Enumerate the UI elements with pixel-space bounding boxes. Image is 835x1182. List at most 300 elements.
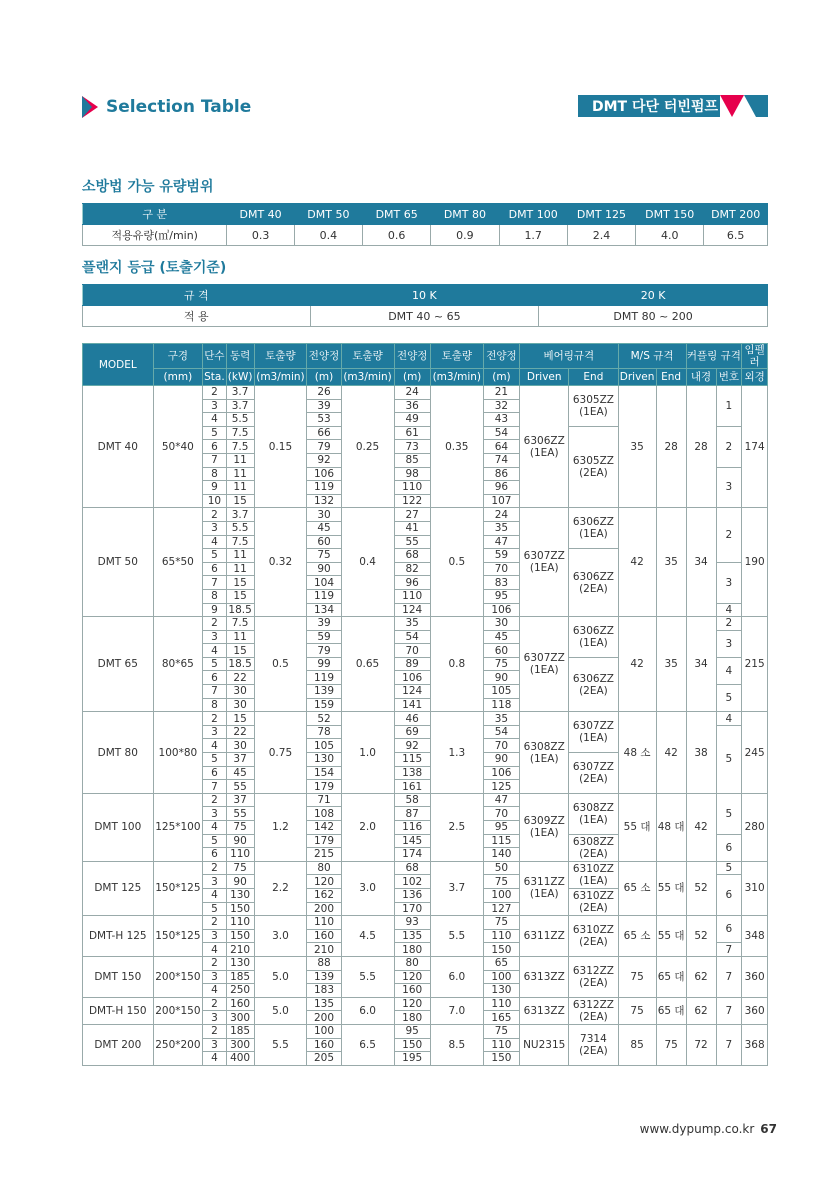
header-cell: 베어링규격 (520, 344, 618, 369)
head-cell: 195 (394, 1052, 430, 1066)
coupling-no-cell: 2 (716, 426, 742, 467)
ms-end-cell: 35 (656, 617, 686, 712)
head-cell: 65 (483, 956, 519, 970)
head-cell: 150 (483, 943, 519, 957)
value-cell: 4.0 (636, 225, 704, 246)
impeller-cell: 360 (742, 956, 768, 997)
power-cell: 5.5 (226, 413, 254, 427)
head-cell: 108 (307, 807, 341, 821)
model-cell: DMT-H 125 (83, 916, 154, 957)
flow-cell: 0.35 (430, 386, 483, 508)
head-cell: 138 (394, 766, 430, 780)
head-cell: 47 (483, 793, 519, 807)
coupling-bore-cell: 52 (686, 861, 716, 915)
stage-cell: 2 (203, 793, 227, 807)
header-cell: 커플링 규격 (686, 344, 742, 369)
head-cell: 95 (394, 1024, 430, 1038)
flow-cell: 5.0 (254, 997, 307, 1024)
stage-cell: 4 (203, 984, 227, 998)
head-cell: 122 (394, 494, 430, 508)
arrow-icon (82, 96, 98, 118)
header-cell: 외경 (742, 369, 768, 386)
coupling-no-cell: 3 (716, 467, 742, 508)
head-cell: 110 (394, 481, 430, 495)
stage-cell: 10 (203, 494, 227, 508)
head-cell: 26 (307, 386, 341, 400)
head-cell: 100 (483, 970, 519, 984)
product-label-text: DMT 다단 터빈펌프 (592, 99, 718, 115)
head-cell: 120 (307, 875, 341, 889)
head-cell: 88 (307, 956, 341, 970)
head-cell: 30 (483, 617, 519, 631)
ms-driven-cell: 65 소 (618, 916, 656, 957)
head-cell: 45 (483, 630, 519, 644)
flow-cell: 1.3 (430, 712, 483, 794)
model-cell: DMT 40 (83, 386, 154, 508)
head-cell: 110 (307, 916, 341, 930)
flow-cell: 3.7 (430, 861, 483, 915)
head-cell: 41 (394, 521, 430, 535)
head-cell: 75 (483, 1024, 519, 1038)
head-cell: 139 (307, 685, 341, 699)
header-cell: M/S 규격 (618, 344, 686, 369)
power-cell: 37 (226, 753, 254, 767)
bearing-end-cell: 6310ZZ (2EA) (569, 916, 618, 957)
stage-cell: 7 (203, 780, 227, 794)
power-cell: 3.7 (226, 386, 254, 400)
head-cell: 90 (307, 562, 341, 576)
triangle-icon (744, 95, 768, 117)
impeller-cell: 360 (742, 997, 768, 1024)
stage-cell: 3 (203, 630, 227, 644)
stage-cell: 8 (203, 589, 227, 603)
power-cell: 11 (226, 467, 254, 481)
ms-end-cell: 35 (656, 508, 686, 617)
head-cell: 32 (483, 399, 519, 413)
power-cell: 185 (226, 1024, 254, 1038)
model-cell: DMT 150 (83, 956, 154, 997)
header-cell: Sta. (203, 369, 227, 386)
head-cell: 39 (307, 399, 341, 413)
head-cell: 96 (483, 481, 519, 495)
website-url: www.dypump.co.kr (639, 1122, 755, 1136)
coupling-no-cell: 4 (716, 712, 742, 726)
head-cell: 68 (394, 549, 430, 563)
power-cell: 55 (226, 807, 254, 821)
bearing-end-cell: 6306ZZ (2EA) (569, 657, 618, 711)
coupling-bore-cell: 38 (686, 712, 716, 794)
stage-cell: 2 (203, 712, 227, 726)
coupling-no-cell: 4 (716, 657, 742, 684)
ms-end-cell: 42 (656, 712, 686, 794)
head-cell: 89 (394, 657, 430, 671)
head-cell: 70 (483, 739, 519, 753)
ms-driven-cell: 35 (618, 386, 656, 508)
head-cell: 66 (307, 426, 341, 440)
value-cell: DMT 80 ~ 200 (539, 306, 768, 327)
coupling-bore-cell: 62 (686, 997, 716, 1024)
stage-cell: 6 (203, 562, 227, 576)
header-cell: (m3/min) (341, 369, 394, 386)
head-cell: 205 (307, 1052, 341, 1066)
power-cell: 45 (226, 766, 254, 780)
head-cell: 99 (307, 657, 341, 671)
coupling-no-cell: 3 (716, 562, 742, 603)
head-cell: 90 (483, 671, 519, 685)
coupling-bore-cell: 34 (686, 508, 716, 617)
head-cell: 174 (394, 848, 430, 862)
flow-cell: 0.5 (430, 508, 483, 617)
head-cell: 159 (307, 698, 341, 712)
coupling-bore-cell: 52 (686, 916, 716, 957)
power-cell: 5.5 (226, 521, 254, 535)
ms-driven-cell: 65 소 (618, 861, 656, 915)
coupling-no-cell: 7 (716, 1024, 742, 1065)
flow-range-table (82, 203, 768, 246)
power-cell: 90 (226, 834, 254, 848)
flow-cell: 5.5 (254, 1024, 307, 1065)
flow-cell: 6.5 (341, 1024, 394, 1065)
header-cell: MODEL (83, 344, 154, 386)
power-cell: 11 (226, 562, 254, 576)
header-cell: DMT 125 (567, 204, 635, 225)
coupling-bore-cell: 62 (686, 956, 716, 997)
stage-cell: 6 (203, 766, 227, 780)
coupling-no-cell: 5 (716, 685, 742, 712)
ms-end-cell: 55 대 (656, 861, 686, 915)
power-cell: 300 (226, 1011, 254, 1025)
head-cell: 132 (307, 494, 341, 508)
head-cell: 105 (483, 685, 519, 699)
flow-cell: 5.0 (254, 956, 307, 997)
power-cell: 130 (226, 956, 254, 970)
bearing-end-cell: 6306ZZ (1EA) (569, 617, 618, 658)
stage-cell: 2 (203, 1024, 227, 1038)
head-cell: 215 (307, 848, 341, 862)
flow-cell: 0.5 (254, 617, 307, 712)
header-cell: 20 K (539, 285, 768, 306)
head-cell: 170 (394, 902, 430, 916)
head-cell: 106 (394, 671, 430, 685)
flow-cell: 2.0 (341, 793, 394, 861)
flow-cell: 3.0 (341, 861, 394, 915)
head-cell: 52 (307, 712, 341, 726)
stage-cell: 6 (203, 440, 227, 454)
power-cell: 7.5 (226, 440, 254, 454)
head-cell: 105 (307, 739, 341, 753)
stage-cell: 3 (203, 807, 227, 821)
coupling-bore-cell: 42 (686, 793, 716, 861)
flow-cell: 5.5 (430, 916, 483, 957)
head-cell: 60 (307, 535, 341, 549)
stage-cell: 5 (203, 657, 227, 671)
ms-end-cell: 48 대 (656, 793, 686, 861)
head-cell: 119 (307, 481, 341, 495)
head-cell: 36 (394, 399, 430, 413)
header-cell: 전양정 (394, 344, 430, 369)
triangle-icon (720, 95, 744, 117)
stage-cell: 6 (203, 671, 227, 685)
head-cell: 71 (307, 793, 341, 807)
bearing-driven-cell: 6307ZZ (1EA) (520, 617, 569, 712)
bore-cell: 50*40 (153, 386, 203, 508)
stage-cell: 9 (203, 481, 227, 495)
head-cell: 92 (394, 739, 430, 753)
head-cell: 54 (483, 725, 519, 739)
head-cell: 73 (394, 440, 430, 454)
value-cell: 0.6 (363, 225, 431, 246)
head-cell: 64 (483, 440, 519, 454)
head-cell: 59 (483, 549, 519, 563)
stage-cell: 3 (203, 875, 227, 889)
head-cell: 24 (483, 508, 519, 522)
header-cell: (kW) (226, 369, 254, 386)
head-cell: 58 (394, 793, 430, 807)
head-cell: 53 (307, 413, 341, 427)
stage-cell: 5 (203, 902, 227, 916)
head-cell: 106 (307, 467, 341, 481)
stage-cell: 4 (203, 739, 227, 753)
power-cell: 400 (226, 1052, 254, 1066)
value-cell: 0.3 (227, 225, 294, 246)
head-cell: 160 (394, 984, 430, 998)
stage-cell: 7 (203, 453, 227, 467)
ms-driven-cell: 55 대 (618, 793, 656, 861)
flow-cell: 1.0 (341, 712, 394, 794)
flow-cell: 8.5 (430, 1024, 483, 1065)
head-cell: 61 (394, 426, 430, 440)
stage-cell: 4 (203, 821, 227, 835)
head-cell: 80 (394, 956, 430, 970)
header-cell: (m3/min) (430, 369, 483, 386)
bearing-end-cell: 6307ZZ (2EA) (569, 753, 618, 794)
power-cell: 3.7 (226, 399, 254, 413)
stage-cell: 3 (203, 929, 227, 943)
table-row (83, 793, 768, 807)
power-cell: 15 (226, 644, 254, 658)
value-cell: 2.4 (567, 225, 635, 246)
head-cell: 154 (307, 766, 341, 780)
head-cell: 200 (307, 902, 341, 916)
power-cell: 30 (226, 685, 254, 699)
head-cell: 74 (483, 453, 519, 467)
ms-end-cell: 65 대 (656, 997, 686, 1024)
bearing-driven-cell: 6313ZZ (520, 956, 569, 997)
head-cell: 43 (483, 413, 519, 427)
bore-cell: 80*65 (153, 617, 203, 712)
stage-cell: 3 (203, 1038, 227, 1052)
ms-driven-cell: 75 (618, 956, 656, 997)
head-cell: 162 (307, 888, 341, 902)
bearing-driven-cell: 6311ZZ (1EA) (520, 861, 569, 915)
header-cell: 동력 (226, 344, 254, 369)
header-cell: 임펠러 (742, 344, 768, 369)
head-cell: 70 (483, 562, 519, 576)
header-cell: 10 K (310, 285, 539, 306)
bore-cell: 65*50 (153, 508, 203, 617)
header-cell: End (569, 369, 618, 386)
stage-cell: 6 (203, 848, 227, 862)
stage-cell: 5 (203, 426, 227, 440)
head-cell: 47 (483, 535, 519, 549)
head-cell: 139 (307, 970, 341, 984)
head-cell: 35 (483, 712, 519, 726)
ms-end-cell: 75 (656, 1024, 686, 1065)
head-cell: 49 (394, 413, 430, 427)
power-cell: 15 (226, 494, 254, 508)
impeller-cell: 215 (742, 617, 768, 712)
head-cell: 135 (394, 929, 430, 943)
head-cell: 35 (483, 521, 519, 535)
header-cell: (m) (394, 369, 430, 386)
table-row (83, 916, 768, 930)
head-cell: 140 (483, 848, 519, 862)
value-cell: 적 용 (83, 306, 311, 327)
head-cell: 100 (483, 888, 519, 902)
ms-driven-cell: 85 (618, 1024, 656, 1065)
head-cell: 50 (483, 861, 519, 875)
bearing-end-cell: 6305ZZ (1EA) (569, 386, 618, 427)
head-cell: 110 (483, 929, 519, 943)
coupling-no-cell: 5 (716, 793, 742, 834)
head-cell: 82 (394, 562, 430, 576)
impeller-cell: 174 (742, 386, 768, 508)
stage-cell: 3 (203, 1011, 227, 1025)
coupling-no-cell: 6 (716, 916, 742, 943)
header-cell: DMT 40 (227, 204, 294, 225)
power-cell: 15 (226, 712, 254, 726)
head-cell: 83 (483, 576, 519, 590)
flow-cell: 0.65 (341, 617, 394, 712)
head-cell: 75 (483, 916, 519, 930)
stage-cell: 5 (203, 834, 227, 848)
table-row (83, 997, 768, 1011)
stage-cell: 3 (203, 521, 227, 535)
head-cell: 127 (483, 902, 519, 916)
power-cell: 11 (226, 453, 254, 467)
value-cell: DMT 40 ~ 65 (310, 306, 539, 327)
bore-cell: 100*80 (153, 712, 203, 794)
power-cell: 18.5 (226, 603, 254, 617)
head-cell: 98 (394, 467, 430, 481)
power-cell: 22 (226, 671, 254, 685)
power-cell: 18.5 (226, 657, 254, 671)
impeller-cell: 310 (742, 861, 768, 915)
flow-cell: 6.0 (430, 956, 483, 997)
model-cell: DMT 200 (83, 1024, 154, 1065)
head-cell: 106 (483, 603, 519, 617)
coupling-no-cell: 7 (716, 943, 742, 957)
header-cell: DMT 100 (499, 204, 567, 225)
model-cell: DMT-H 150 (83, 997, 154, 1024)
power-cell: 300 (226, 1038, 254, 1052)
power-cell: 30 (226, 739, 254, 753)
flange-grade-table (82, 284, 768, 327)
bearing-end-cell: 6307ZZ (1EA) (569, 712, 618, 753)
bore-cell: 150*125 (153, 916, 203, 957)
power-cell: 160 (226, 997, 254, 1011)
head-cell: 45 (307, 521, 341, 535)
head-cell: 90 (483, 753, 519, 767)
coupling-no-cell: 5 (716, 861, 742, 875)
header-cell: (m) (483, 369, 519, 386)
ms-end-cell: 55 대 (656, 916, 686, 957)
coupling-no-cell: 6 (716, 875, 742, 916)
flow-cell: 0.25 (341, 386, 394, 508)
flow-cell: 3.0 (254, 916, 307, 957)
head-cell: 68 (394, 861, 430, 875)
head-cell: 160 (307, 929, 341, 943)
ms-driven-cell: 42 (618, 617, 656, 712)
head-cell: 141 (394, 698, 430, 712)
model-cell: DMT 125 (83, 861, 154, 915)
stage-cell: 3 (203, 970, 227, 984)
section-header (82, 95, 251, 119)
value-cell: 6.5 (704, 225, 768, 246)
head-cell: 119 (307, 589, 341, 603)
stage-cell: 7 (203, 685, 227, 699)
flow-cell: 0.15 (254, 386, 307, 508)
power-cell: 150 (226, 902, 254, 916)
stage-cell: 7 (203, 576, 227, 590)
power-cell: 110 (226, 848, 254, 862)
power-cell: 30 (226, 698, 254, 712)
head-cell: 120 (394, 997, 430, 1011)
head-cell: 75 (307, 549, 341, 563)
header-cell: 내경 (686, 369, 716, 386)
selection-table (82, 343, 768, 1066)
head-cell: 134 (307, 603, 341, 617)
stage-cell: 4 (203, 888, 227, 902)
head-cell: 95 (483, 589, 519, 603)
power-cell: 15 (226, 589, 254, 603)
stage-cell: 2 (203, 956, 227, 970)
flow-cell: 2.5 (430, 793, 483, 861)
coupling-bore-cell: 72 (686, 1024, 716, 1065)
power-cell: 250 (226, 984, 254, 998)
bearing-end-cell: 6308ZZ (1EA) (569, 793, 618, 834)
value-cell: 0.9 (431, 225, 499, 246)
header-cell: 구경 (153, 344, 203, 369)
head-cell: 70 (394, 644, 430, 658)
head-cell: 110 (483, 997, 519, 1011)
head-cell: 100 (307, 1024, 341, 1038)
head-cell: 180 (394, 1011, 430, 1025)
head-cell: 179 (307, 780, 341, 794)
stage-cell: 2 (203, 861, 227, 875)
bearing-driven-cell: 6309ZZ (1EA) (520, 793, 569, 861)
head-cell: 210 (307, 943, 341, 957)
value-cell: 1.7 (499, 225, 567, 246)
bore-cell: 200*150 (153, 997, 203, 1024)
product-label (578, 95, 768, 117)
coupling-no-cell: 2 (716, 508, 742, 562)
power-cell: 75 (226, 861, 254, 875)
header-cell: DMT 50 (294, 204, 362, 225)
head-cell: 78 (307, 725, 341, 739)
bore-cell: 200*150 (153, 956, 203, 997)
impeller-cell: 190 (742, 508, 768, 617)
bearing-driven-cell: 6313ZZ (520, 997, 569, 1024)
bearing-driven-cell: 6308ZZ (1EA) (520, 712, 569, 794)
bearing-end-cell: 7314 (2EA) (569, 1024, 618, 1065)
bore-cell: 150*125 (153, 861, 203, 915)
head-cell: 55 (394, 535, 430, 549)
head-cell: 160 (307, 1038, 341, 1052)
head-cell: 85 (394, 453, 430, 467)
head-cell: 135 (307, 997, 341, 1011)
header-cell: 토출량 (254, 344, 307, 369)
